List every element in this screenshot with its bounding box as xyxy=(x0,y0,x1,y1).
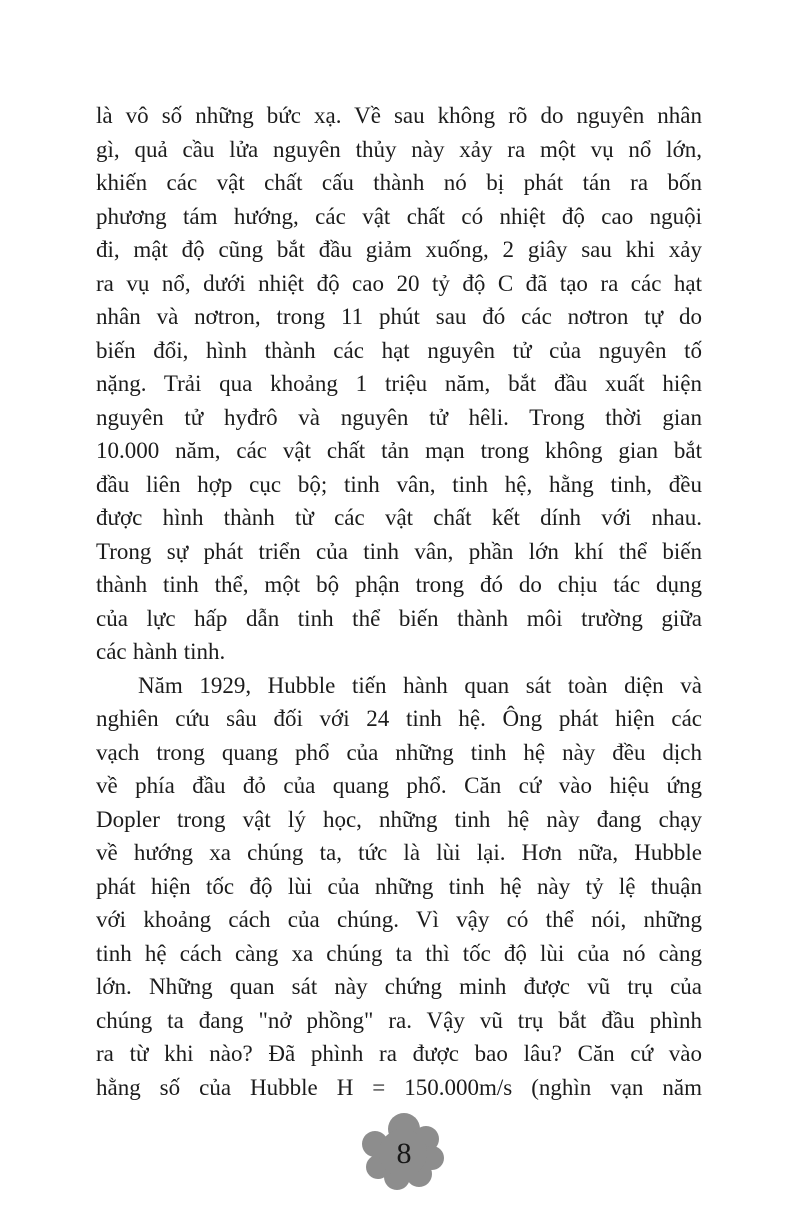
text-line: của lực hấp dẫn tinh thể biến thành môi trường giữa xyxy=(96,605,702,631)
text-line: về hướng xa chúng ta, tức là lùi lại. Hơn nữa, Hubble xyxy=(96,840,702,865)
text-line: đầu liên hợp cục bộ; tinh vân, tinh hệ, hằng tinh, đều xyxy=(96,471,702,497)
text-line: ra vụ nổ, dưới nhiệt độ cao 20 tỷ độ C đã tạo ra các hạt xyxy=(96,270,702,296)
text-line: tinh hệ cách càng xa chúng ta thì tốc độ lùi của nó càng xyxy=(96,940,702,966)
text-line: ra từ khi nào? Đã phình ra được bao lâu? Căn cứ vào xyxy=(96,1041,702,1066)
text-line: biến đổi, hình thành các hạt nguyên tử của nguyên tố xyxy=(96,337,702,363)
text-line: gì, quả cầu lửa nguyên thủy này xảy ra một vụ nổ lớn, xyxy=(96,136,702,162)
text-line: Dopler trong vật lý học, những tinh hệ này đang chạy xyxy=(96,806,702,832)
text-line: hằng số của Hubble H = 150.000m/s (nghìn vạn năm xyxy=(96,1074,702,1100)
text-line: nặng. Trải qua khoảng 1 triệu năm, bắt đầu xuất hiện xyxy=(96,371,702,396)
text-line: được hình thành từ các vật chất kết dính với nhau. xyxy=(96,505,702,530)
paragraph-1 xyxy=(96,99,702,669)
text-line: nhân và nơtron, trong 11 phút sau đó các nơtron tự do xyxy=(96,304,702,329)
paragraph-2 xyxy=(96,669,702,1105)
text-line: chúng ta đang "nở phồng" ra. Vậy vũ trụ bắt đầu phình xyxy=(96,1007,702,1033)
page-text xyxy=(96,99,702,1104)
text-line: đi, mật độ cũng bắt đầu giảm xuống, 2 giây sau khi xảy xyxy=(96,237,702,262)
text-line: thành tinh thể, một bộ phận trong đó do chịu tác dụng xyxy=(96,572,702,597)
page-number: 8 xyxy=(396,1137,412,1170)
text-line: vạch trong quang phổ của những tinh hệ này đều dịch xyxy=(96,739,702,765)
text-line: 10.000 năm, các vật chất tản mạn trong không gian bắt xyxy=(96,438,702,463)
text-line: các hành tinh. xyxy=(96,639,226,664)
text-line: Trong sự phát triển của tinh vân, phần lớn khí thể biến xyxy=(96,538,702,564)
text-line: với khoảng cách của chúng. Vì vậy có thể nói, những xyxy=(96,907,702,932)
text-line: lớn. Những quan sát này chứng minh được vũ trụ của xyxy=(96,974,702,999)
text-line: về phía đầu đỏ của quang phổ. Căn cứ vào hiệu ứng xyxy=(96,773,702,798)
text-line: khiến các vật chất cấu thành nó bị phát tán ra bốn xyxy=(96,170,702,195)
text-line: phát hiện tốc độ lùi của những tinh hệ này tỷ lệ thuận xyxy=(96,873,702,899)
text-line: nguyên tử hyđrô và nguyên tử hêli. Trong thời gian xyxy=(96,404,702,430)
text-line: nghiên cứu sâu đối với 24 tinh hệ. Ông phát hiện các xyxy=(96,706,702,731)
text-line: Năm 1929, Hubble tiến hành quan sát toàn diện và xyxy=(138,672,702,698)
text-line: là vô số những bức xạ. Về sau không rõ do nguyên nhân xyxy=(96,103,702,128)
text-line: phương tám hướng, các vật chất có nhiệt độ cao nguội xyxy=(96,203,702,229)
page-number-badge xyxy=(358,1112,450,1194)
